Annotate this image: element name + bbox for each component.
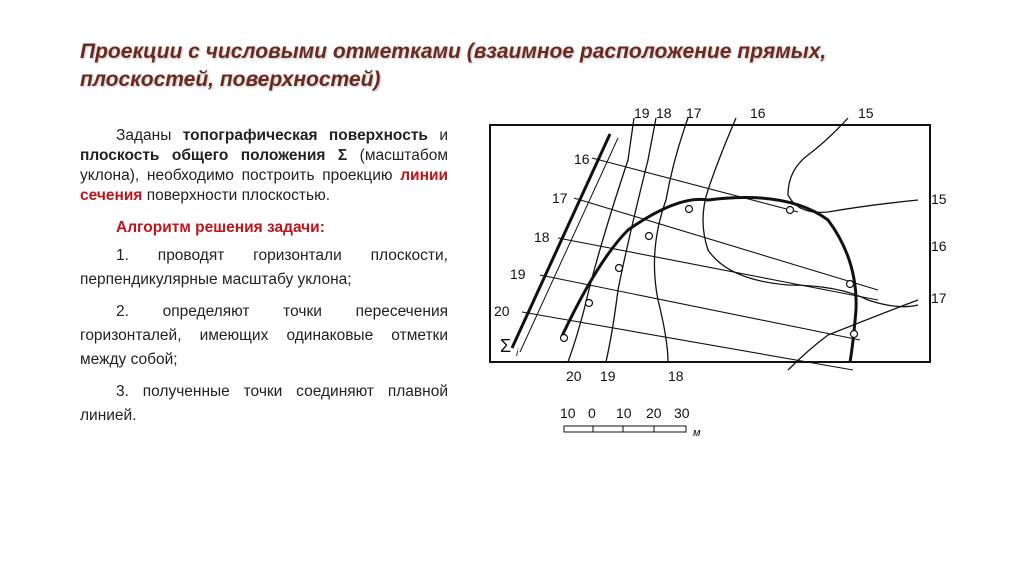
label-top-15: 15 bbox=[858, 105, 874, 121]
label-scale-19: 19 bbox=[510, 266, 526, 282]
sigma-subscript: i bbox=[516, 348, 519, 359]
scale-bar-label-0: 0 bbox=[588, 405, 596, 421]
text-block bbox=[80, 126, 448, 436]
scale-bar-label-30: 30 bbox=[674, 405, 690, 421]
label-right-16: 16 bbox=[931, 238, 947, 254]
algorithm-step-1: 1. проводят горизонтали плоскости, перпендикулярные масштабу уклона; bbox=[80, 247, 448, 288]
contour-17 bbox=[654, 118, 688, 362]
topographic-figure bbox=[488, 100, 958, 445]
label-bottom-20: 20 bbox=[566, 368, 582, 384]
algorithm-heading: Алгоритм решения задачи: bbox=[116, 219, 325, 236]
intro-paragraph bbox=[80, 126, 448, 206]
section-curve bbox=[562, 198, 856, 363]
label-scale-18: 18 bbox=[534, 229, 550, 245]
scale-bar-label-10a: 10 bbox=[560, 405, 576, 421]
contour-15 bbox=[788, 118, 918, 212]
label-scale-20: 20 bbox=[494, 303, 510, 319]
intro-text-5: (масштабом уклона), необходимо построить проекцию bbox=[80, 147, 448, 184]
intro-text-1: Заданы bbox=[116, 127, 172, 144]
label-right-15: 15 bbox=[931, 191, 947, 207]
scale-bar bbox=[564, 426, 686, 432]
scale-bar-label-20: 20 bbox=[646, 405, 662, 421]
label-top-18: 18 bbox=[656, 105, 672, 121]
label-top-19: 19 bbox=[634, 105, 650, 121]
intersection-points bbox=[561, 206, 858, 342]
sigma-label: Σ bbox=[500, 336, 512, 356]
label-bottom-18: 18 bbox=[668, 368, 684, 384]
label-top-17: 17 bbox=[686, 105, 702, 121]
intro-text-7: поверхности плоскостью. bbox=[146, 187, 331, 204]
algorithm-step-3: 3. полученные точки соединяют плавной линией. bbox=[80, 383, 448, 424]
slide-title: Проекции с числовыми отметками (взаимное расположение прямых, плоскостей, поверхностей) bbox=[80, 40, 827, 91]
figure-frame bbox=[490, 125, 930, 362]
intro-term-section-line: линии сечения bbox=[80, 167, 448, 204]
intro-text-3: и bbox=[439, 127, 448, 144]
algorithm-step-2: 2. определяют точки пересечения горизонталей, имеющих одинаковые отметки между собой; bbox=[80, 303, 448, 368]
scale-bar-unit: м bbox=[693, 427, 701, 439]
contour-16 bbox=[703, 118, 918, 307]
intro-term-surface: топографическая поверхность bbox=[182, 127, 428, 144]
contour-lines bbox=[568, 118, 918, 370]
label-bottom-19: 19 bbox=[600, 368, 616, 384]
label-scale-16: 16 bbox=[574, 151, 590, 167]
intro-term-plane: плоскость общего положения Σ bbox=[80, 147, 348, 164]
scale-bar-label-10b: 10 bbox=[616, 405, 632, 421]
label-right-17: 17 bbox=[931, 290, 947, 306]
label-scale-17: 17 bbox=[552, 190, 568, 206]
label-top-16: 16 bbox=[750, 105, 766, 121]
